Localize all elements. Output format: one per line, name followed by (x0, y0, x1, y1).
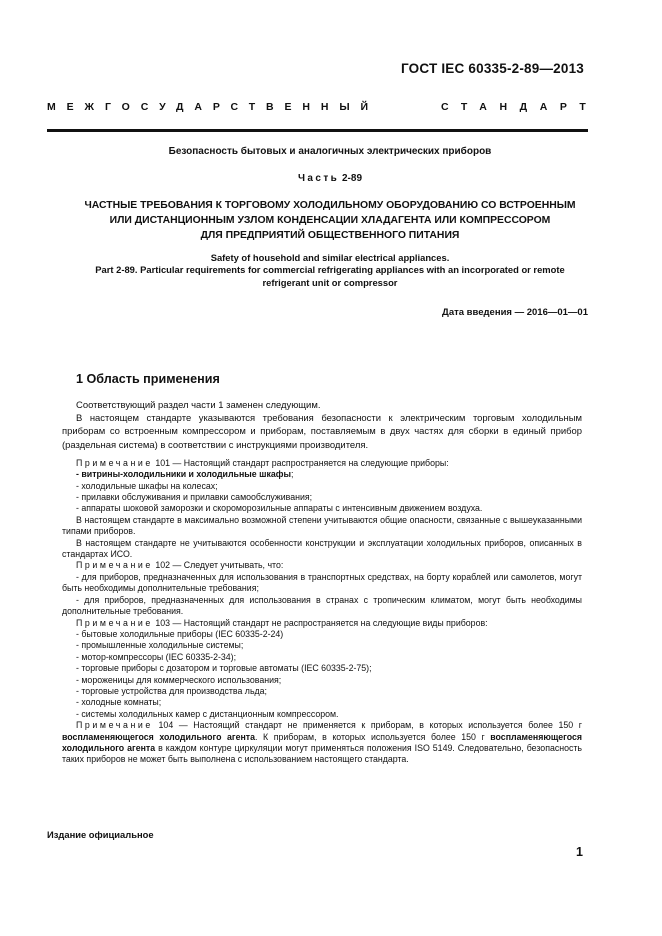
introduction-date: Дата введения — 2016—01—01 (442, 307, 588, 318)
title-ru: Безопасность бытовых и аналогичных электрических приборов (168, 146, 492, 157)
bold-term: воспламеняющегося холодильного агента (62, 731, 582, 753)
list-item (62, 469, 582, 480)
list-item: - холодные комнаты; (76, 697, 162, 708)
list-item: - промышленные холодильные системы; (76, 640, 244, 651)
note-text: 101 — Настоящий стандарт распространяется на следующие приборы: (152, 457, 449, 468)
note-104 (62, 720, 582, 766)
section-body (62, 399, 582, 766)
part-number: 2-89 (341, 173, 362, 184)
list-item: - для приборов, предназначенных для использования в транспортных средствах, на борту кораблей или самолетов, могут быть необходимы дополнительные требования; (62, 571, 582, 594)
list-item: - холодильные шкафы на колесах; (76, 480, 218, 491)
page-number: 1 (576, 845, 583, 859)
list-item: - бытовые холодильные приборы (IEC 60335-2-24) (76, 628, 284, 639)
note-text: 103 — Настоящий стандарт не распространяется на следующие виды приборов: (152, 617, 488, 628)
list-item: - для приборов, предназначенных для использования в странах с тропическим климатом, могут быть необходимы дополнительные требования. (62, 594, 582, 617)
title-en (40, 252, 620, 289)
note-label: Примечание (76, 720, 153, 731)
paragraph: Соответствующий раздел части 1 заменен следующим. (76, 400, 321, 411)
bold-term: воспламеняющегося холодильного агента (62, 731, 256, 742)
note-text: в каждом контуре циркуляции могут применяться положения ISO 5149. Следовательно, безопасность таких приборов не может быть выполнена с использованием настоящего стандарта. (62, 742, 583, 765)
note-102 (62, 560, 582, 571)
standard-type-right: СТАНДАРТ (441, 101, 599, 113)
title-en-line: Safety of household and similar electrical appliances. (210, 252, 450, 263)
title-en-line: Part 2-89. Particular requirements for commercial refrigerating appliances with an incorporated or remote (95, 264, 565, 276)
standard-type-left: МЕЖГОСУДАРСТВЕННЫЙ (47, 101, 379, 113)
list-item: - торговые устройства для производства льда; (76, 685, 267, 696)
list-item: - мороженицы для коммерческого использования; (76, 674, 282, 685)
note-text: 102 — Следует учитывать, что: (152, 560, 284, 571)
part-word: Часть (298, 173, 340, 184)
section-heading: 1 Область применения (76, 372, 220, 386)
list-item: - торговые приборы с дозатором и торговые автоматы (IEC 60335-2-75); (76, 663, 372, 674)
note-text: 104 — Настоящий стандарт не применяется к приборам, в которых используется более 150 г (152, 720, 582, 731)
note-label: Примечание (76, 560, 153, 571)
document-code: ГОСТ IEC 60335-2-89—2013 (400, 61, 584, 76)
note-paragraph: В настоящем стандарте в максимально возможной степени учитываются общие опасности, связанные с вышеуказанными типами приборов. (62, 514, 582, 537)
title-en-line: refrigerant unit or compressor (262, 276, 398, 288)
list-item-tail: ; (290, 469, 294, 480)
note-paragraph: В настоящем стандарте не учитываются особенности конструкции и эксплуатации холодильных приборов, описанных в стандартах ИСО. (62, 537, 582, 560)
part-line (40, 173, 620, 184)
title-caps-line: ЧАСТНЫЕ ТРЕБОВАНИЯ К ТОРГОВОМУ ХОЛОДИЛЬНОМУ ОБОРУДОВАНИЮ СО ВСТРОЕННЫМ (84, 200, 576, 211)
list-item: - мотор-компрессоры (IEC 60335-2-34); (76, 651, 237, 662)
note-text: . К приборам, в которых используется более 150 г (255, 731, 491, 742)
title-caps-line: ИЛИ ДИСТАНЦИОННЫМ УЗЛОМ КОНДЕНСАЦИИ ХЛАДАГЕНТА ИЛИ КОМПРЕССОРОМ (109, 215, 551, 226)
paragraph: В настоящем стандарте указываются требования безопасности к электрическим торговым холодильным приборам со встроенным компрессором и приборам, поставляемым в двух частях для сборки в единый прибор (раздельная система) в соответствии с инструкциями производителя. (62, 413, 582, 451)
note-103 (62, 618, 582, 629)
note-label: Примечание (76, 457, 153, 468)
list-item: - системы холодильных камер с дистанционным компрессором. (76, 708, 339, 719)
official-edition-label: Издание официальное (47, 829, 154, 840)
bold-term: - витрины-холодильники и холодильные шкафы (76, 469, 291, 480)
list-item: - аппараты шоковой заморозки и скороморозильные аппараты с интенсивным движением воздуха. (76, 503, 483, 514)
title-caps-line: ДЛЯ ПРЕДПРИЯТИЙ ОБЩЕСТВЕННОГО ПИТАНИЯ (200, 230, 460, 241)
note-101 (62, 458, 582, 469)
list-item: - прилавки обслуживания и прилавки самообслуживания; (76, 492, 313, 503)
note-label: Примечание (76, 617, 153, 628)
title-caps (40, 198, 620, 243)
header-rule (47, 129, 588, 132)
